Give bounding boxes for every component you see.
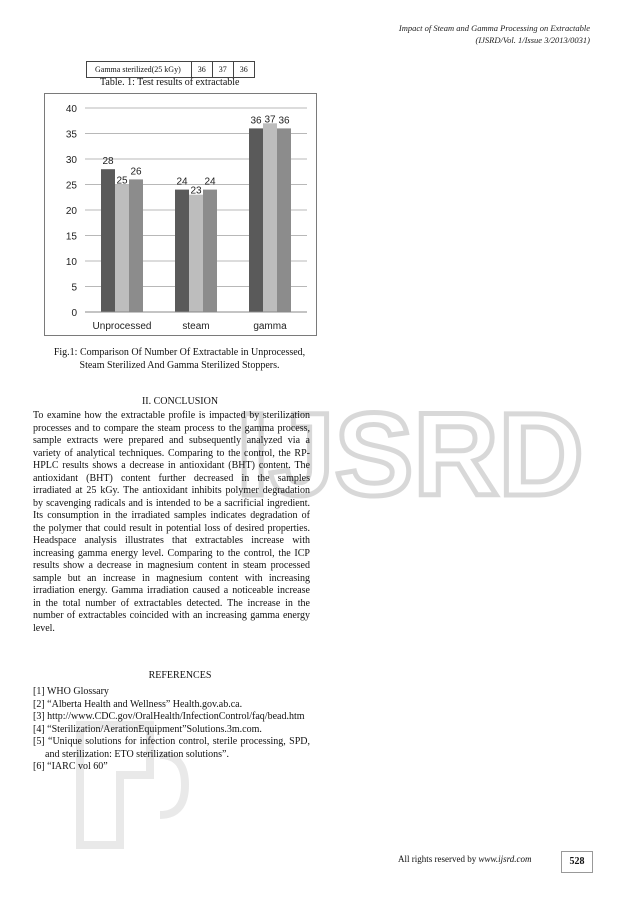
table-row [87, 62, 255, 78]
reference-item: [4] “Sterilization/AerationEquipment”Solutions.3m.com. [33, 723, 262, 735]
bar [175, 190, 189, 312]
bar-chart [44, 93, 317, 336]
y-tick-label: 15 [65, 231, 77, 243]
y-tick-label: 40 [65, 104, 77, 115]
running-header [399, 22, 590, 46]
extractable-table [86, 61, 255, 78]
references-heading: REFERENCES [148, 670, 212, 681]
bar [263, 123, 277, 312]
footer-site-link[interactable]: www.ijsrd.com [478, 854, 532, 864]
figure-caption: Fig.1: Comparison Of Number Of Extractable in Unprocessed, Steam Sterilized And Gamma Sterilized Stoppers. [53, 347, 306, 371]
bar [249, 128, 263, 312]
table-cell: 36 [233, 62, 254, 78]
table-cell: 36 [191, 62, 212, 78]
x-tick-label: steam [182, 321, 210, 332]
y-tick-label: 25 [65, 180, 77, 192]
data-label: 25 [116, 175, 128, 187]
data-label: 24 [204, 176, 216, 188]
bar [115, 185, 129, 313]
table-caption: Table. 1: Test results of extractable [100, 77, 240, 88]
conclusion-heading: II. CONCLUSION [141, 396, 219, 407]
reference-item: [6] “IARC vol 60” [33, 761, 108, 772]
data-label: 36 [278, 115, 290, 127]
y-tick-label: 0 [71, 308, 77, 319]
bar [203, 190, 217, 312]
header-issue: (IJSRD/Vol. 1/Issue 3/2013/0031) [475, 35, 590, 45]
bar [101, 169, 115, 312]
x-tick-label: gamma [253, 321, 287, 332]
data-label: 28 [102, 156, 114, 168]
y-tick-label: 30 [65, 155, 77, 166]
table-cell-label: Gamma sterilized(25 kGy) [87, 62, 192, 78]
page-number: 528 [561, 851, 593, 873]
x-tick-label: Unprocessed [92, 321, 152, 332]
table-cell: 37 [212, 62, 233, 78]
chart-svg [45, 94, 316, 335]
footer-rights-text: All rights reserved by [398, 854, 479, 864]
y-tick-label: 5 [71, 282, 77, 294]
watermark-text: IJSRD [236, 395, 584, 515]
reference-item: [1] WHO Glossary [33, 686, 109, 697]
reference-item: [5] “Unique solutions for infection control, sterile processing, SPD, and sterilization: ETO sterilization solutions”. [33, 736, 310, 760]
y-tick-label: 35 [65, 129, 77, 141]
bar [277, 128, 291, 312]
footer-rights [398, 854, 532, 864]
data-label: 26 [130, 166, 142, 178]
references-list [33, 686, 310, 774]
y-tick-label: 10 [65, 257, 77, 268]
reference-item: [3] http://www.CDC.gov/OralHealth/InfectionControl/faq/bead.htm [33, 711, 305, 722]
data-label: 37 [264, 114, 276, 126]
header-title: Impact of Steam and Gamma Processing on Extractable [398, 23, 590, 33]
y-tick-label: 20 [65, 206, 77, 217]
bar [189, 195, 203, 312]
bar [129, 179, 143, 312]
data-label: 23 [190, 185, 202, 197]
conclusion-text: To examine how the extractable profile is impacted by sterilization processes and to compare the steam process to the gamma process, sample extracts were prepared and subsequently analyzed via a variety of analytical techniques. Comparing to the control, the RP-HPLC results shows a decrease in antioxidant (BHT) content. The antioxidant (BHT) content further decreased in the samples irradiated at 25 kGy. The antioxidant inhibits polymer degradation by scavenging radicals and is intended to be a sacrificial ingredient. Its consumption in the irradiated samples indicates degradation of the polymer that could result in potential loss of desired properties. Headspace analysis illustrates that extractables increase with increasing gamma energy level. Comparing to the control, the ICP results show a decrease in magnesium content in steam processed sample but an increase in magnesium content with increasing irradiation energy. Gamma irradiation caused a noticeable increase in the total number of extractables detected. The increase in the number of extractables coincided with an increasing gamma energy level. [33, 410, 310, 634]
data-label: 36 [250, 115, 262, 127]
reference-item: [2] “Alberta Health and Wellness” Health.gov.ab.ca. [33, 698, 243, 710]
data-label: 24 [176, 176, 188, 188]
